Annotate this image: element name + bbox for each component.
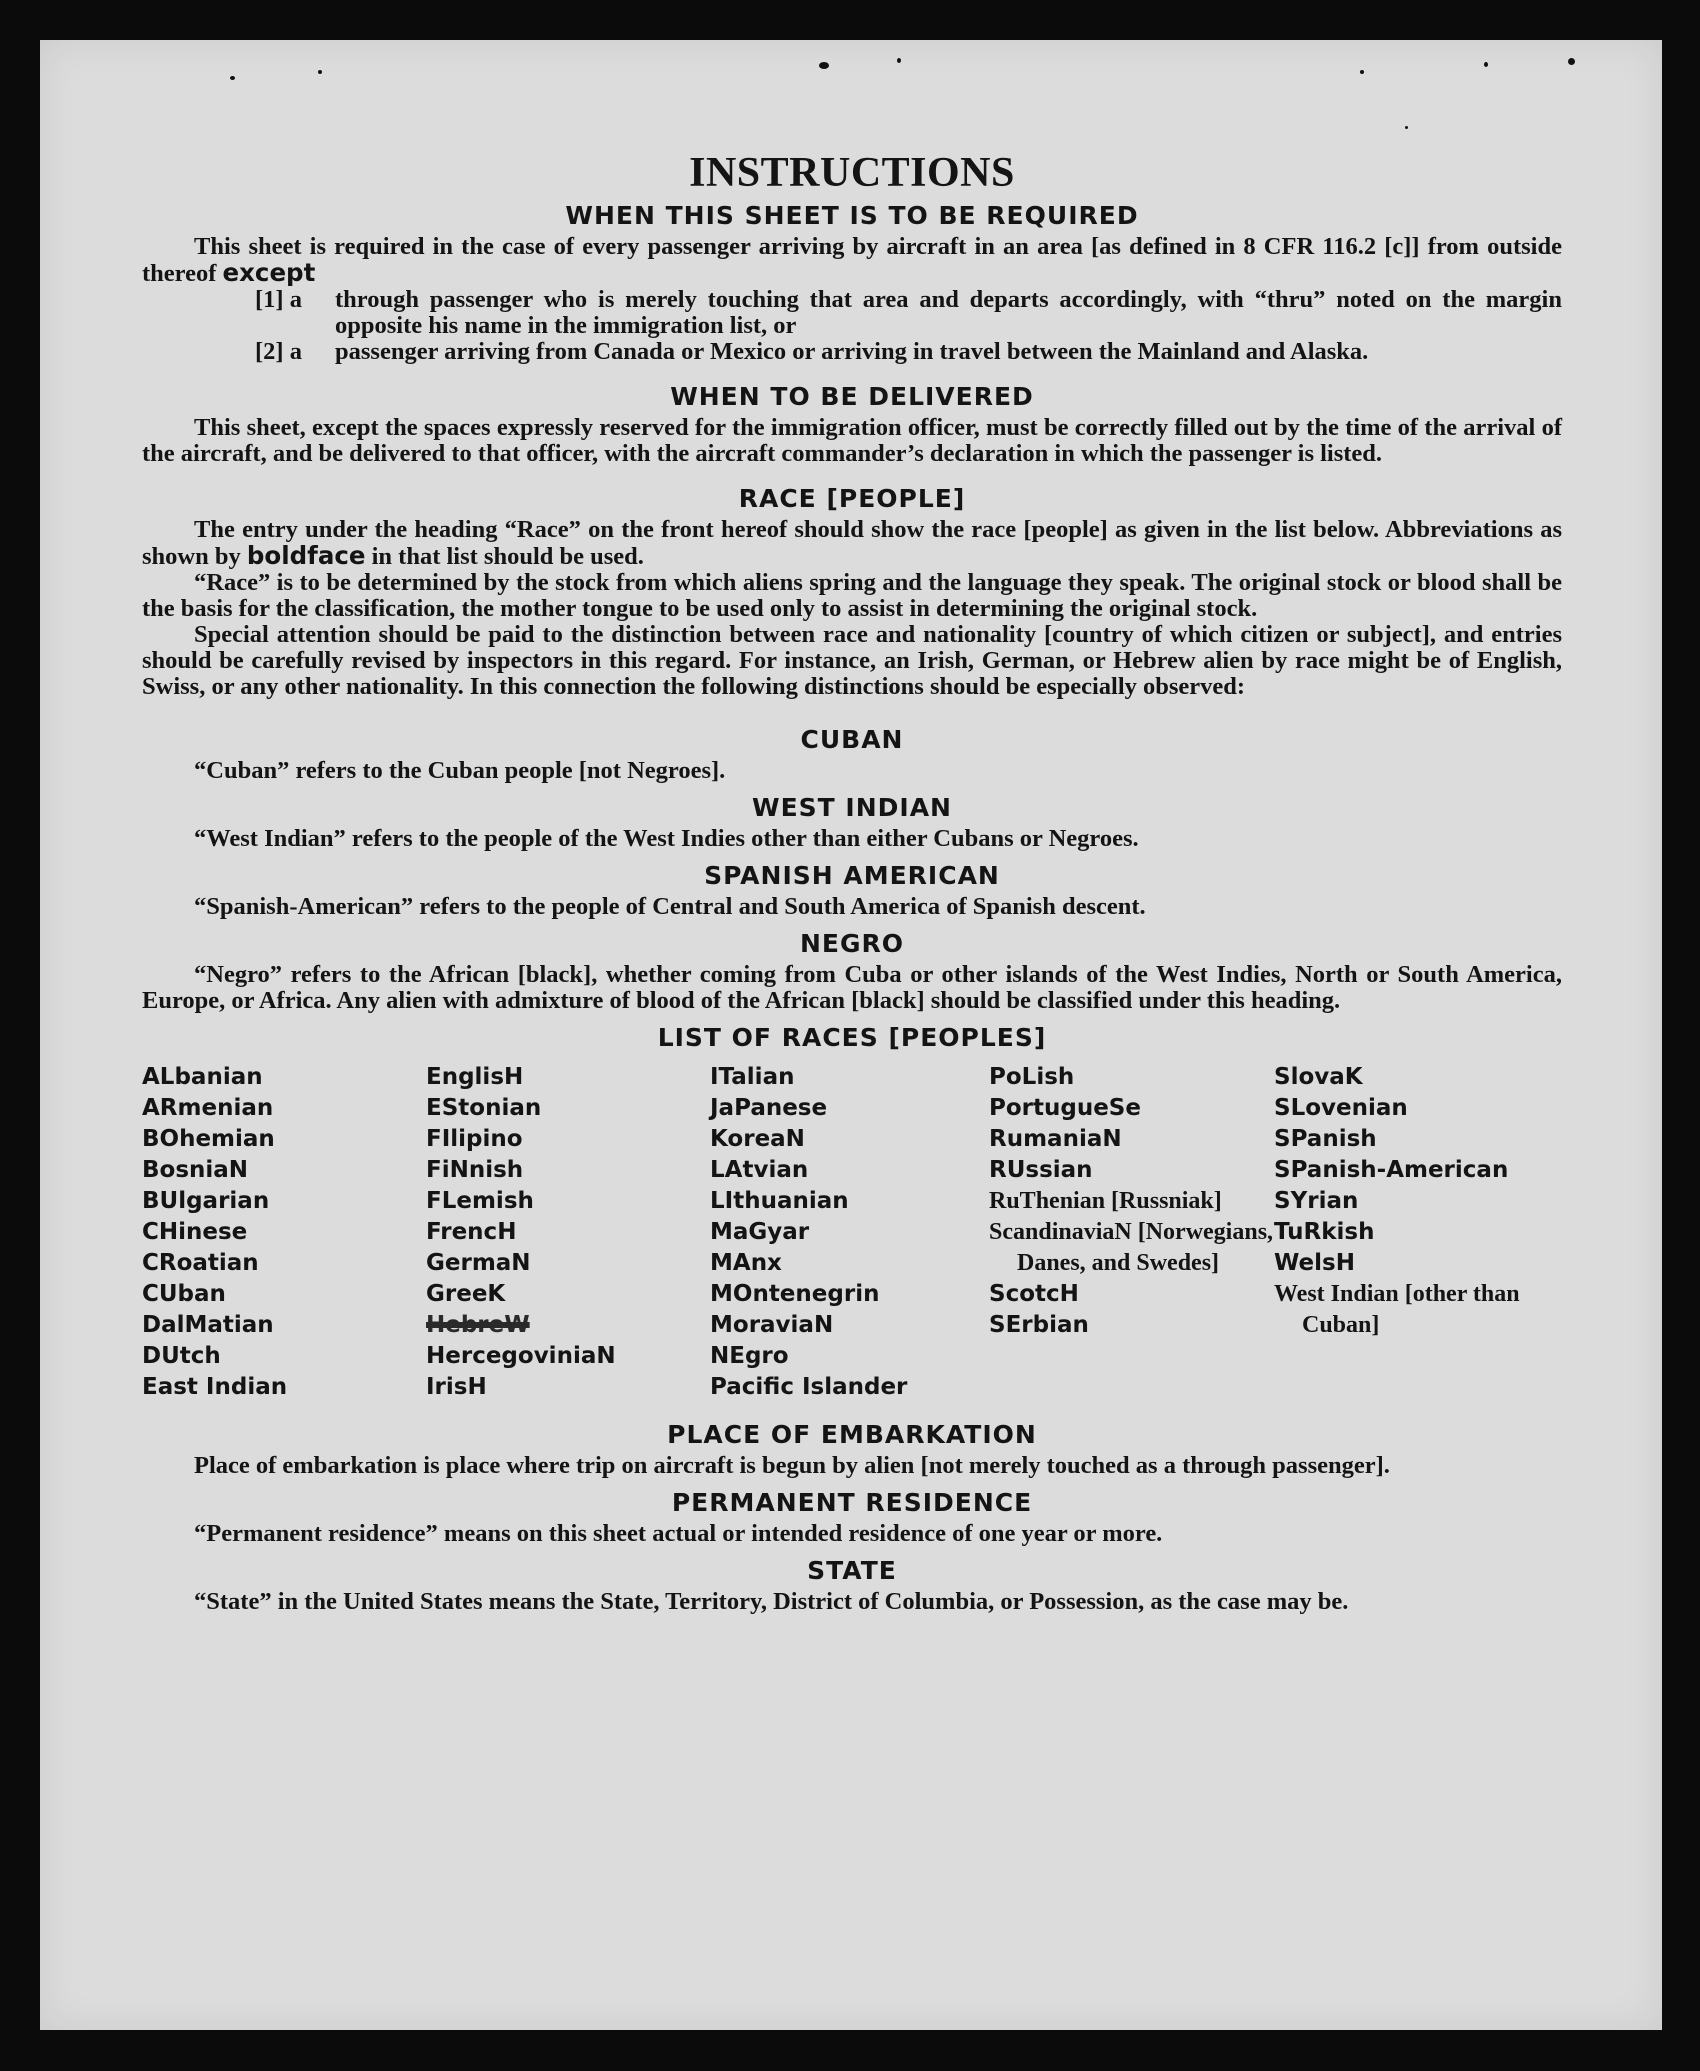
exception-number: [1] a: [255, 286, 302, 313]
heading-when-required: WHEN THIS SHEET IS TO BE REQUIRED: [565, 201, 1139, 230]
instructions-content: [142, 148, 1562, 1615]
scan-speck: [1405, 126, 1408, 129]
race-item: ScotcH: [989, 1281, 1079, 1307]
race-item: GermaN: [426, 1250, 531, 1276]
race-item: BosniaN: [142, 1157, 249, 1183]
race-item: ITalian: [710, 1064, 795, 1090]
race-item: ARmenian: [142, 1095, 274, 1121]
scan-speck: [318, 70, 322, 74]
race-item: CHinese: [142, 1219, 248, 1245]
race-text-b: in that list should be used.: [371, 543, 644, 570]
heading-spanish-american: SPANISH AMERICAN: [704, 861, 1000, 890]
heading-negro: NEGRO: [799, 929, 905, 958]
race-item: ALbanian: [142, 1064, 263, 1090]
heading-permanent-residence: PERMANENT RESIDENCE: [671, 1488, 1033, 1517]
heading-cuban: CUBAN: [800, 725, 904, 754]
race-item: EStonian: [426, 1095, 542, 1121]
scan-speck: [1568, 58, 1575, 65]
paragraph-race-1: [142, 517, 1562, 570]
race-item: West Indian [other than Cuban]: [1274, 1281, 1520, 1338]
race-item: RUssian: [989, 1157, 1093, 1183]
race-item: MaGyar: [710, 1219, 810, 1245]
document-sheet: [40, 40, 1662, 2030]
races-column-5: [1274, 1062, 1562, 1403]
race-item: NEgro: [710, 1343, 789, 1369]
race-item: LIthuanian: [710, 1188, 849, 1214]
race-item: HercegoviniaN: [426, 1343, 616, 1369]
race-item: LAtvian: [710, 1157, 809, 1183]
race-item: JaPanese: [710, 1095, 828, 1121]
race-item: DalMatian: [142, 1312, 274, 1338]
race-item: GreeK: [426, 1281, 506, 1307]
race-text-a: The entry under the heading “Race” on the front hereof should show the race [people] as given in the list below. Abbreviations as shown by: [142, 516, 1562, 570]
races-column-4: [989, 1062, 1274, 1403]
race-item: SlovaK: [1274, 1064, 1363, 1090]
exception-item: [255, 339, 1562, 365]
boldface-word: boldface: [246, 541, 366, 570]
race-item-struck-out: HebreW: [426, 1312, 530, 1338]
paragraph-state: “State” in the United States means the State, Territory, District of Columbia, or Possession, as the case may be.: [194, 1588, 1349, 1615]
race-item: SYrian: [1274, 1188, 1359, 1214]
except-word: except: [222, 258, 316, 287]
race-item: East Indian: [142, 1374, 288, 1400]
race-item: IrisH: [426, 1374, 487, 1400]
race-item: SErbian: [989, 1312, 1089, 1338]
race-item: MOntenegrin: [710, 1281, 880, 1307]
race-item: FiNnish: [426, 1157, 524, 1183]
heading-state: STATE: [807, 1556, 897, 1585]
scan-speck: [897, 58, 901, 63]
exception-text: passenger arriving from Canada or Mexico or arriving in travel between the Mainland and Alaska.: [335, 338, 1369, 365]
paragraph-spanish-american: “Spanish-American” refers to the people of Central and South America of Spanish descent.: [194, 893, 1146, 920]
race-item: FLemish: [426, 1188, 534, 1214]
race-item: FrencH: [426, 1219, 517, 1245]
heading-race: RACE [PEOPLE]: [738, 484, 966, 513]
scan-speck: [1360, 70, 1364, 74]
race-item: TuRkish: [1274, 1219, 1375, 1245]
race-item: PortugueSe: [989, 1095, 1141, 1121]
paragraph-west-indian: “West Indian” refers to the people of the West Indies other than either Cubans or Negroes.: [194, 825, 1139, 852]
race-item: FIlipino: [426, 1126, 523, 1152]
race-item: CUban: [142, 1281, 226, 1307]
races-table: [142, 1062, 1562, 1403]
paragraph-when-required: [142, 234, 1562, 287]
race-item: SLovenian: [1274, 1095, 1408, 1121]
race-item: MoraviaN: [710, 1312, 834, 1338]
page-title: INSTRUCTIONS: [689, 150, 1015, 196]
paragraph-embarkation: Place of embarkation is place where trip on aircraft is begun by alien [not merely touched as a through passenger].: [194, 1452, 1390, 1479]
paragraph-cuban: “Cuban” refers to the Cuban people [not Negroes].: [194, 757, 726, 784]
race-item: PoLish: [989, 1064, 1075, 1090]
paragraph-when-delivered: This sheet, except the spaces expressly reserved for the immigration officer, must be correctly filled out by the time of the arrival of the aircraft, and be delivered to that officer, with the aircraft commander’s declaration in which the passenger is listed.: [142, 414, 1562, 467]
race-item: SPanish-American: [1274, 1157, 1509, 1183]
heading-list-of-races: LIST OF RACES [PEOPLES]: [657, 1023, 1047, 1052]
scan-speck: [1484, 62, 1488, 67]
heading-place-of-embarkation: PLACE OF EMBARKATION: [667, 1420, 1037, 1449]
race-item: MAnx: [710, 1250, 782, 1276]
race-item: CRoatian: [142, 1250, 259, 1276]
races-column-2: [426, 1062, 710, 1403]
paragraph-permanent-residence: “Permanent residence” means on this sheet actual or intended residence of one year or more.: [194, 1520, 1163, 1547]
exception-text: through passenger who is merely touching that area and departs accordingly, with “thru” noted on the margin opposite his name in the immigration list, or: [335, 286, 1562, 339]
paragraph-race-3: Special attention should be paid to the distinction between race and nationality [country of which citizen or subject], and entries should be carefully revised by inspectors in this regard. For instance, an Irish, German, or Hebrew alien by race might be of English, Swiss, or any other nationality. In this connection the following distinctions should be especially observed:: [142, 621, 1562, 700]
heading-when-delivered: WHEN TO BE DELIVERED: [670, 382, 1034, 411]
scan-speck: [819, 62, 829, 69]
race-item: RuThenian [Russniak]: [989, 1188, 1222, 1214]
race-item: ScandinaviaN [Norwegians, Danes, and Swedes]: [989, 1219, 1274, 1276]
exception-item: [255, 287, 1562, 339]
when-required-text: This sheet is required in the case of every passenger arriving by aircraft in an area [as defined in 8 CFR 116.2 [c]] from outside thereof: [142, 233, 1562, 287]
paragraph-race-2: “Race” is to be determined by the stock from which aliens spring and the language they speak. The original stock or blood shall be the basis for the classification, the mother tongue to be used only to assist in determining the original stock.: [142, 569, 1562, 622]
races-column-1: [142, 1062, 426, 1403]
race-item: EnglisH: [426, 1064, 524, 1090]
race-item: DUtch: [142, 1343, 221, 1369]
race-item: SPanish: [1274, 1126, 1377, 1152]
race-item: BUlgarian: [142, 1188, 270, 1214]
race-item: BOhemian: [142, 1126, 275, 1152]
race-item: RumaniaN: [989, 1126, 1122, 1152]
paragraph-negro: “Negro” refers to the African [black], whether coming from Cuba or other islands of the West Indies, North or South America, Europe, or Africa. Any alien with admixture of blood of the African [black] should be classified under this heading.: [142, 961, 1562, 1014]
race-item: Pacific Islander: [710, 1374, 908, 1400]
scan-speck: [230, 76, 235, 80]
race-item: KoreaN: [710, 1126, 805, 1152]
races-column-3: [710, 1062, 989, 1403]
race-item: WelsH: [1274, 1250, 1355, 1276]
heading-west-indian: WEST INDIAN: [752, 793, 952, 822]
exception-list: [255, 287, 1562, 365]
exception-number: [2] a: [255, 338, 302, 365]
